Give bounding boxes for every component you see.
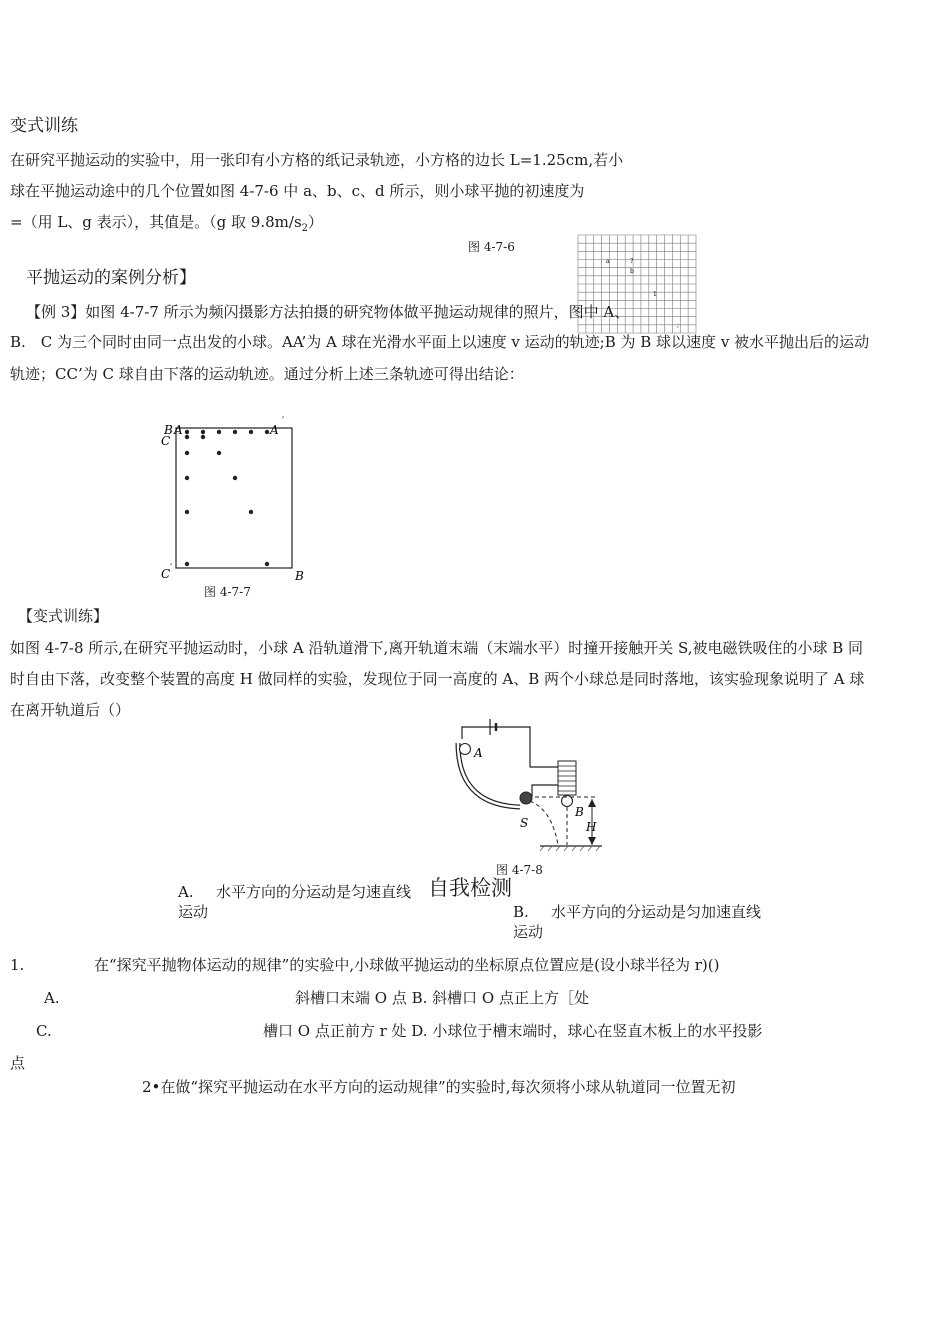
ball-a <box>460 744 471 755</box>
strobe-dot <box>185 510 189 514</box>
question-1-wrap: 点 <box>10 1054 26 1072</box>
strobe-dot <box>201 435 205 439</box>
problem-2-line-1: 如图 4-7-8 所示,在研究平抛运动时，小球 A 沿轨道滑下,离开轨道末端（末端水平）时撞开接触开关 S,被电磁铁吸住的小球 B 同 <box>10 639 864 657</box>
problem-2-line-3: 在离开轨道后（） <box>10 701 131 719</box>
grid-point-semicolon: ; <box>677 322 680 329</box>
label-b-bottom: B <box>295 569 304 583</box>
section-heading-variant-training-2: 【变式训练】 <box>18 607 109 625</box>
question-2-text: 2•在做“探究平抛运动在水平方向的运动规律”的实验时,每次须将小球从轨道同一位置无初 <box>142 1078 736 1096</box>
strobe-dot <box>185 435 189 439</box>
strobe-dot <box>217 451 221 455</box>
question-1-option-c-text: 槽口 O 点正前方 r 处 D. 小球位于槽末端时，球心在竖直木板上的水平投影 <box>263 1022 763 1040</box>
grid-point-b: b <box>630 268 634 275</box>
label-c-prime-bottom: C <box>161 567 171 581</box>
fig-4-7-7-strobe-figure <box>150 410 320 590</box>
question-1-option-c-label: C. <box>36 1022 52 1040</box>
strobe-dot <box>265 430 269 434</box>
section-heading-variant-training: 变式训练 <box>10 116 78 136</box>
ground-hatching <box>540 846 600 851</box>
label-c-top: C <box>161 434 171 448</box>
question-1-text: 在“探究平抛物体运动的规律”的实验中,小球做平抛运动的坐标原点位置应是(设小球半径为 r)() <box>94 956 720 974</box>
option-b-label: B. <box>513 903 529 921</box>
problem-1-line-3-end: ） <box>308 213 324 231</box>
question-1-option-a-text: 斜槽口末端 O 点 B. 斜槽口 O 点正上方［处 <box>295 989 589 1007</box>
problem-1-line-1: 在研究平抛运动的实验中，用一张印有小方格的纸记录轨迹，小方格的边长 L=1.25cm,若小 <box>10 151 624 169</box>
ball-a-at-track-end <box>520 792 532 804</box>
strobe-dot <box>249 510 253 514</box>
problem-1-line-2: 球在平抛运动途中的几个位置如图 4-7-6 中 a、b、c、d 所示，则小球平抛的初速度为 <box>10 182 585 200</box>
strobe-dot <box>233 476 237 480</box>
label-a-prime-right: A <box>270 423 279 437</box>
label-b-top: B <box>164 423 173 437</box>
label-c-prime-mark: ′ <box>170 563 173 574</box>
strobe-dot <box>233 430 237 434</box>
option-b-wrap: 运动 <box>513 923 544 941</box>
example-3-line-1: 【例 3】如图 4-7-7 所示为频闪摄影方法拍摄的研究物体做平抛运动规律的照片，图中 A、 <box>26 303 630 321</box>
grid-point-question: ? <box>630 258 634 265</box>
section-heading-self-test: 自我检测 <box>428 876 512 900</box>
frame-rectangle <box>176 428 292 568</box>
label-b: B <box>575 805 584 819</box>
problem-1-exponent: 2 <box>301 223 309 234</box>
fig-4-7-8-caption: 图 4-7-8 <box>496 863 543 877</box>
label-a-top: A <box>174 423 183 437</box>
question-1-number: 1. <box>10 956 25 974</box>
option-a-wrap: 运动 <box>178 903 209 921</box>
strobe-dot <box>185 476 189 480</box>
fig-4-7-7-caption: 图 4-7-7 <box>204 585 251 599</box>
label-a-prime-mark: ′ <box>282 416 285 427</box>
wire-to-switch <box>532 785 558 797</box>
strobe-dots <box>185 430 269 566</box>
option-a-text: 水平方向的分运动是匀速直线 <box>216 883 412 901</box>
label-a: A <box>474 746 483 760</box>
parabolic-trajectory-dashed <box>530 801 558 845</box>
height-arrow-bottom <box>588 837 596 845</box>
strobe-dot <box>185 430 189 434</box>
problem-1-line-3-text: =（用 L、g 表示），其值是。（g 取 9.8m/s <box>10 213 302 231</box>
question-1-option-a-label: A. <box>44 989 60 1007</box>
problem-1-line-3 <box>10 212 323 239</box>
label-h: H <box>586 820 597 834</box>
strobe-dot <box>265 562 269 566</box>
grid-point-1: 1 <box>653 291 657 298</box>
strobe-dot <box>185 451 189 455</box>
strobe-dot <box>185 562 189 566</box>
option-b-text: 水平方向的分运动是匀加速直线 <box>551 903 762 921</box>
grid-point-a: a <box>606 258 610 265</box>
section-heading-case-analysis: 平抛运动的案例分析】 <box>26 268 196 288</box>
strobe-dot <box>249 430 253 434</box>
fig-4-7-6-caption: 图 4-7-6 <box>468 240 515 254</box>
height-arrow-top <box>588 799 596 807</box>
fig-4-7-8-apparatus-figure <box>440 715 610 855</box>
example-3-line-2: B. C 为三个同时由同一点出发的小球。AA’为 A 球在光滑水平面上以速度 v 运动的轨迹;B 为 B 球以速度 v 被水平抛出后的运动 <box>10 333 870 351</box>
strobe-dot <box>201 430 205 434</box>
problem-2-line-2: 时自由下落，改变整个装置的高度 H 做同样的实验，发现位于同一高度的 A、B 两个小球总是同时落地，该实验现象说明了 A 球 <box>10 670 865 688</box>
option-a-label: A. <box>178 883 194 901</box>
example-3-line-3: 轨迹；CC’为 C 球自由下落的运动轨迹。通过分析上述三条轨迹可得出结论： <box>10 365 524 383</box>
strobe-dot <box>217 430 221 434</box>
label-s: S <box>520 816 529 830</box>
